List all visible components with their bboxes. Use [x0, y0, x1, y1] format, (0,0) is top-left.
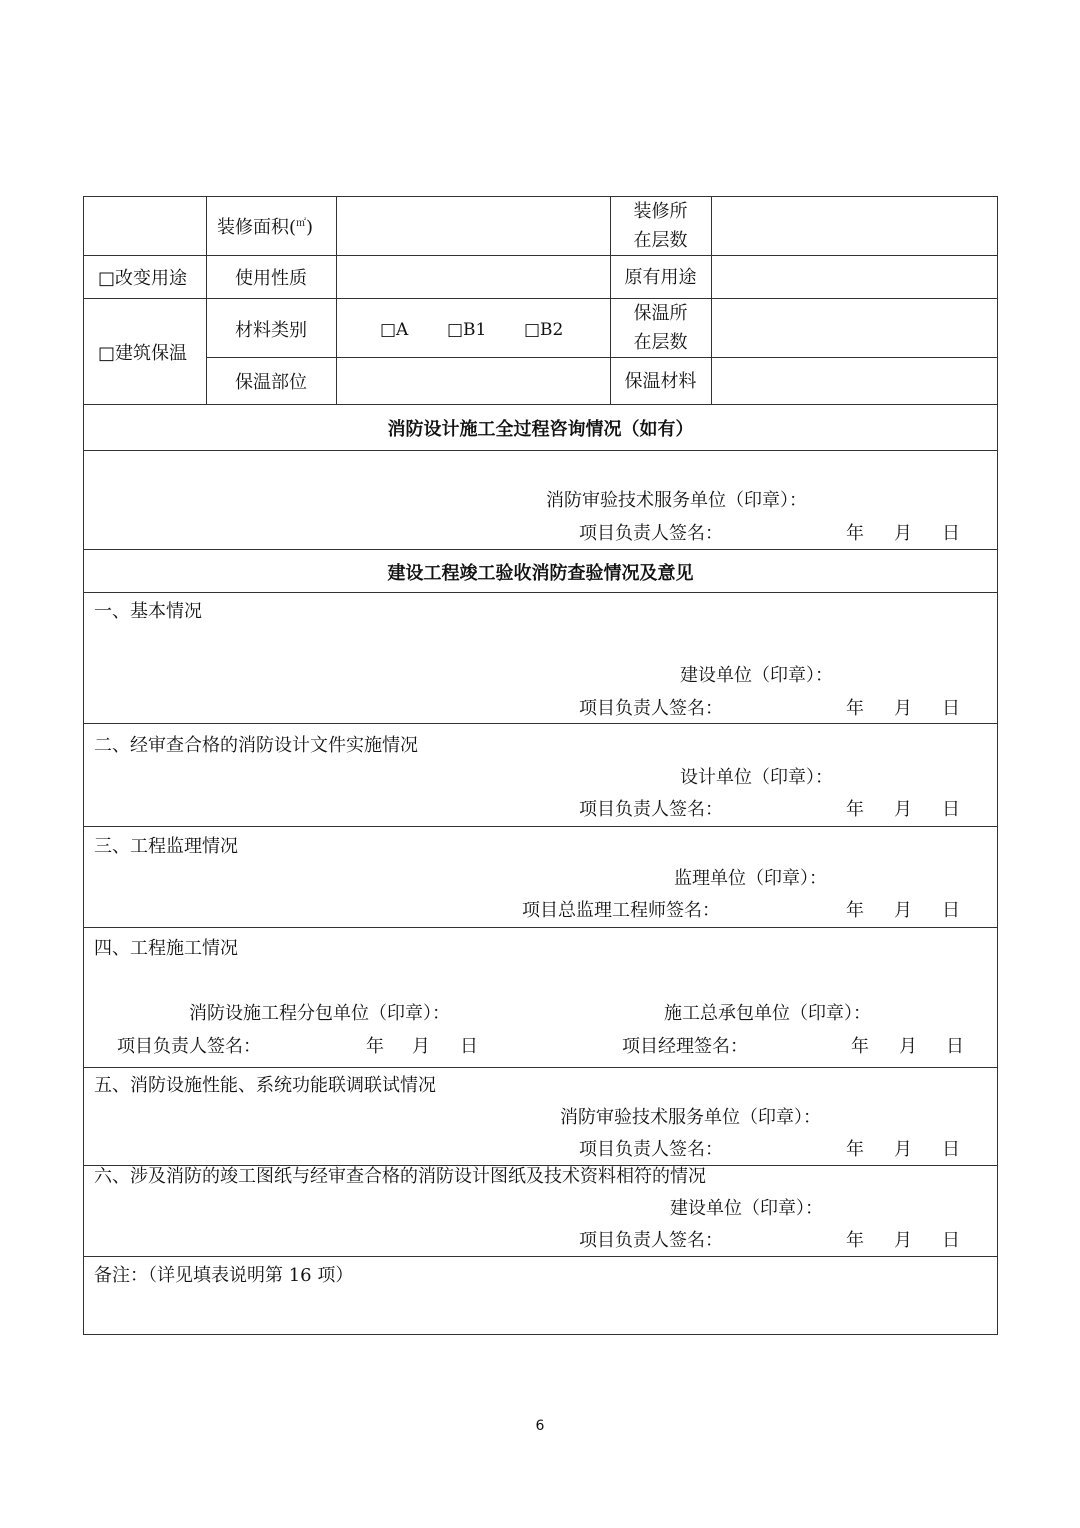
section6-day: 日	[942, 1230, 960, 1251]
insul-floor-field[interactable]	[712, 299, 996, 355]
insul-floor-label-line1: 保温所	[633, 303, 688, 324]
decor-floor-label-line2: 在层数	[633, 230, 688, 251]
section3-unit-stamp: 监理单位（印章）：	[674, 868, 827, 889]
decor-area-label: 装修面积(㎡)	[217, 217, 314, 238]
section2-day: 日	[942, 799, 960, 820]
section4-right-day: 日	[946, 1036, 964, 1057]
use-nature-label: 使用性质	[235, 268, 307, 289]
original-use-label: 原有用途	[624, 267, 697, 288]
section4-left-year: 年	[366, 1036, 384, 1057]
section4-left-signer-label: 项目负责人签名：	[117, 1036, 261, 1057]
section3-day: 日	[942, 900, 960, 921]
section1-title: 一、基本情况	[94, 601, 202, 622]
section4-general-contractor-stamp: 施工总承包单位（印章）：	[664, 1003, 871, 1024]
section4-left-month: 月	[412, 1036, 430, 1057]
section6-signer-label: 项目负责人签名：	[579, 1230, 723, 1251]
section2-month: 月	[894, 799, 912, 820]
section2-year: 年	[846, 799, 864, 820]
section3-month: 月	[894, 900, 912, 921]
section5-unit-stamp: 消防审验技术服务单位（印章）：	[560, 1107, 821, 1128]
section2-title: 二、经审查合格的消防设计文件实施情况	[94, 735, 418, 756]
section5-signer-label: 项目负责人签名：	[579, 1139, 723, 1160]
consult-signer-label: 项目负责人签名：	[579, 523, 723, 544]
change-use-checkbox[interactable]: □改变用途	[98, 268, 188, 289]
section1-month: 月	[894, 698, 912, 719]
page-number: 6	[535, 1418, 545, 1434]
acceptance-heading: 建设工程竣工验收消防查验情况及意见	[387, 563, 694, 584]
consult-month: 月	[894, 523, 912, 544]
section1-signer-label: 项目负责人签名：	[579, 698, 723, 719]
material-option-b2[interactable]: □B2	[524, 320, 564, 340]
decor-floor-label-line1: 装修所	[633, 201, 688, 222]
section4-right-signer-label: 项目经理签名：	[622, 1036, 748, 1057]
section6-year: 年	[846, 1230, 864, 1251]
section4-subcontractor-stamp: 消防设施工程分包单位（印章）：	[189, 1003, 450, 1024]
section1-day: 日	[942, 698, 960, 719]
insul-part-field[interactable]	[338, 359, 609, 403]
section2-signer-label: 项目负责人签名：	[579, 799, 723, 820]
insulation-checkbox[interactable]: □建筑保温	[98, 343, 188, 364]
section5-year: 年	[846, 1139, 864, 1160]
section5-month: 月	[894, 1139, 912, 1160]
consult-unit-stamp: 消防审验技术服务单位（印章）：	[546, 490, 807, 511]
section6-unit-stamp: 建设单位（印章）：	[670, 1198, 823, 1219]
original-use-field[interactable]	[712, 256, 996, 296]
section4-title: 四、工程施工情况	[94, 938, 238, 959]
section2-unit-stamp: 设计单位（印章）：	[680, 767, 833, 788]
section3-title: 三、工程监理情况	[94, 836, 238, 857]
consult-year: 年	[846, 523, 864, 544]
section3-signer-label: 项目总监理工程师签名：	[522, 900, 720, 921]
remarks-label: 备注：（详见填表说明第 16 项）	[94, 1265, 354, 1286]
decor-area-value-field[interactable]	[338, 199, 609, 255]
insul-part-label: 保温部位	[235, 372, 307, 393]
section4-left-day: 日	[460, 1036, 478, 1057]
section4-right-year: 年	[851, 1036, 869, 1057]
material-type-label: 材料类别	[235, 320, 307, 341]
section5-day: 日	[942, 1139, 960, 1160]
consult-day: 日	[942, 523, 960, 544]
section5-title: 五、消防设施性能、系统功能联调联试情况	[94, 1075, 436, 1096]
use-nature-field[interactable]	[338, 256, 609, 296]
section1-unit-stamp: 建设单位（印章）：	[680, 665, 833, 686]
insul-material-field[interactable]	[712, 359, 996, 403]
material-option-b1[interactable]: □B1	[447, 320, 487, 340]
material-option-a[interactable]: □A	[380, 320, 409, 340]
section6-month: 月	[894, 1230, 912, 1251]
section3-year: 年	[846, 900, 864, 921]
section1-year: 年	[846, 698, 864, 719]
decor-floor-value-field[interactable]	[712, 199, 996, 255]
consult-heading: 消防设计施工全过程咨询情况（如有）	[387, 419, 694, 440]
insul-material-label: 保温材料	[624, 371, 697, 392]
section4-right-month: 月	[899, 1036, 917, 1057]
insul-floor-label-line2: 在层数	[633, 332, 688, 353]
section6-title: 六、涉及消防的竣工图纸与经审查合格的消防设计图纸及技术资料相符的情况	[94, 1166, 706, 1187]
